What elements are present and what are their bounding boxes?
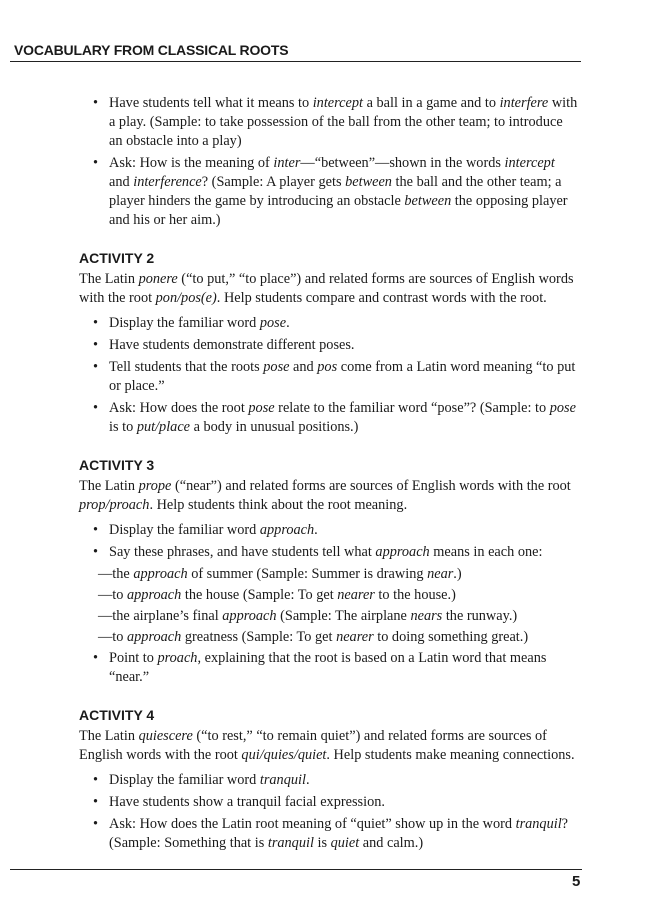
activity-4-heading: ACTIVITY 4 xyxy=(79,707,155,723)
italic-term: put/place xyxy=(136,419,191,435)
text-span: to doing something great.) xyxy=(373,629,529,645)
italic-term: between xyxy=(404,193,452,209)
italic-term: prope xyxy=(138,478,172,494)
activity-2-heading: ACTIVITY 2 xyxy=(79,250,155,266)
text-span: ? (Sample: Something that is xyxy=(109,816,569,851)
text-span: (“to put,” “to place”) and related forms are sources of English words with the root xyxy=(79,271,574,306)
text-span: Point to xyxy=(109,650,158,666)
intro-bullet-intercept xyxy=(109,94,579,151)
text-span: a ball in a game and to xyxy=(363,95,500,111)
italic-term: pos xyxy=(317,359,338,375)
text-span: a body in unusual positions.) xyxy=(190,419,359,435)
text-span: is xyxy=(313,835,331,851)
activity-2-bullet xyxy=(109,399,579,437)
intro-bullet-list xyxy=(79,94,579,230)
text-span: (“near”) and related forms are sources of English words with the root xyxy=(171,478,571,494)
italic-term: qui/quies/quiet xyxy=(241,747,327,763)
italic-term: tranquil xyxy=(267,835,314,851)
activity-3-bullet-list xyxy=(79,521,579,562)
activity-3-bullet xyxy=(109,521,579,540)
intro-bullet-inter xyxy=(109,154,579,230)
text-span: and xyxy=(289,359,318,375)
italic-term: approach xyxy=(127,629,182,645)
text-span: Display the familiar word xyxy=(109,772,260,788)
activity-3-bullet xyxy=(109,543,579,562)
text-span: and xyxy=(109,174,134,190)
italic-term: approach xyxy=(222,608,277,624)
italic-term: interfere xyxy=(499,95,549,111)
activity-3-heading: ACTIVITY 3 xyxy=(79,457,155,473)
activity-4-bullet xyxy=(109,793,579,812)
italic-term: intercept xyxy=(504,155,555,171)
footer-divider xyxy=(10,869,582,870)
italic-term: quiet xyxy=(330,835,360,851)
italic-term: inter xyxy=(273,155,301,171)
italic-term: tranquil xyxy=(515,816,562,832)
text-span: (“to rest,” “to remain quiet”) and related forms are sources of English words with the root xyxy=(79,728,547,763)
text-span: is to xyxy=(109,419,137,435)
italic-term: interference xyxy=(133,174,202,190)
text-span: . xyxy=(314,522,318,538)
activity-3-phrase xyxy=(98,565,579,584)
activity-3-bullet-list-2 xyxy=(79,649,579,687)
italic-term: nears xyxy=(410,608,443,624)
text-span: Have students tell what it means to xyxy=(109,95,313,111)
text-span: —“between”—shown in the words xyxy=(300,155,505,171)
text-span: The Latin xyxy=(79,728,139,744)
italic-term: tranquil xyxy=(259,772,306,788)
activity-2-bullet-list xyxy=(79,314,579,437)
italic-term: approach xyxy=(375,544,430,560)
text-span: —to xyxy=(98,629,127,645)
text-span: Display the familiar word xyxy=(109,315,260,331)
activity-2-bullet xyxy=(109,336,579,355)
text-span: . xyxy=(305,772,310,788)
text-span: the runway.) xyxy=(442,608,518,624)
italic-term: prop/proach xyxy=(79,497,150,513)
page-number: 5 xyxy=(572,873,581,890)
text-span: means in each one: xyxy=(429,544,543,560)
text-span: Say these phrases, and have students tell what xyxy=(109,544,376,560)
text-span: the house (Sample: To get xyxy=(181,587,338,603)
text-span: relate to the familiar word “pose”? (Sample: to xyxy=(274,400,550,416)
text-span: Ask: How does the Latin root meaning of “quiet” show up in the word xyxy=(109,816,516,832)
activity-2-bullet xyxy=(109,358,579,396)
header-divider xyxy=(10,61,581,62)
text-span: to the house.) xyxy=(374,587,456,603)
text-span: —to xyxy=(98,587,127,603)
activity-3-bullet xyxy=(109,649,579,687)
text-span: and calm.) xyxy=(359,835,424,851)
text-span: . Help students compare and contrast words with the root. xyxy=(216,290,547,306)
activity-4-bullet xyxy=(109,815,579,853)
italic-term: proach xyxy=(157,650,198,666)
text-span: ? (Sample: A player gets xyxy=(201,174,346,190)
text-span: come from a Latin word meaning “to put or place.” xyxy=(109,359,576,394)
activity-2-intro xyxy=(79,270,579,308)
italic-term: approach xyxy=(133,566,188,582)
activity-2-bullet xyxy=(109,314,579,333)
italic-term: near xyxy=(427,566,454,582)
text-span: the ball and the other team; a player hinders the game by introducing an obstacle xyxy=(109,174,562,209)
italic-term: pose xyxy=(549,400,576,416)
italic-term: intercept xyxy=(312,95,363,111)
italic-term: pose xyxy=(248,400,275,416)
text-span: . xyxy=(286,315,290,331)
italic-term: ponere xyxy=(138,271,178,287)
activity-4-bullet xyxy=(109,771,579,790)
text-span: Display the familiar word xyxy=(109,522,260,538)
text-span: of summer (Sample: Summer is drawing xyxy=(187,566,428,582)
text-span: Ask: How is the meaning of xyxy=(109,155,274,171)
italic-term: quiescere xyxy=(138,728,193,744)
italic-term: between xyxy=(345,174,392,190)
activity-3-phrase xyxy=(98,607,579,626)
italic-term: nearer xyxy=(337,587,375,603)
text-span: (Sample: The airplane xyxy=(276,608,411,624)
italic-term: nearer xyxy=(336,629,374,645)
text-span: The Latin xyxy=(79,271,139,287)
activity-3-phrase xyxy=(98,628,579,647)
text-span: Tell students that the roots xyxy=(109,359,264,375)
italic-term: approach xyxy=(259,522,315,538)
italic-term: pose xyxy=(259,315,287,331)
text-span: the opposing player and his or her aim.) xyxy=(109,193,568,228)
page-header-title: VOCABULARY FROM CLASSICAL ROOTS xyxy=(14,42,289,58)
text-span: —the xyxy=(98,566,134,582)
text-span: . Help students think about the root meaning. xyxy=(149,497,408,513)
activity-3-phrase xyxy=(98,586,579,605)
text-span: Ask: How does the root xyxy=(109,400,249,416)
italic-term: pose xyxy=(263,359,290,375)
text-span: .) xyxy=(453,566,462,582)
text-span: —the airplane’s final xyxy=(98,608,223,624)
text-span: with a play. (Sample: to take possession of the ball from the other team; to introduce an obstacle into a play) xyxy=(109,95,578,149)
text-span: Have students demonstrate different poses. xyxy=(109,337,355,353)
activity-4-intro xyxy=(79,727,579,765)
text-span: Have students show a tranquil facial expression. xyxy=(109,794,385,810)
page-content xyxy=(79,94,579,856)
italic-term: approach xyxy=(127,587,182,603)
activity-3-intro xyxy=(79,477,579,515)
activity-4-bullet-list xyxy=(79,771,579,853)
text-span: The Latin xyxy=(79,478,139,494)
text-span: , explaining that the root is based on a Latin word that means “near.” xyxy=(109,650,547,685)
text-span: . Help students make meaning connections. xyxy=(326,747,575,763)
text-span: greatness (Sample: To get xyxy=(181,629,337,645)
italic-term: pon/pos(e) xyxy=(155,290,217,306)
